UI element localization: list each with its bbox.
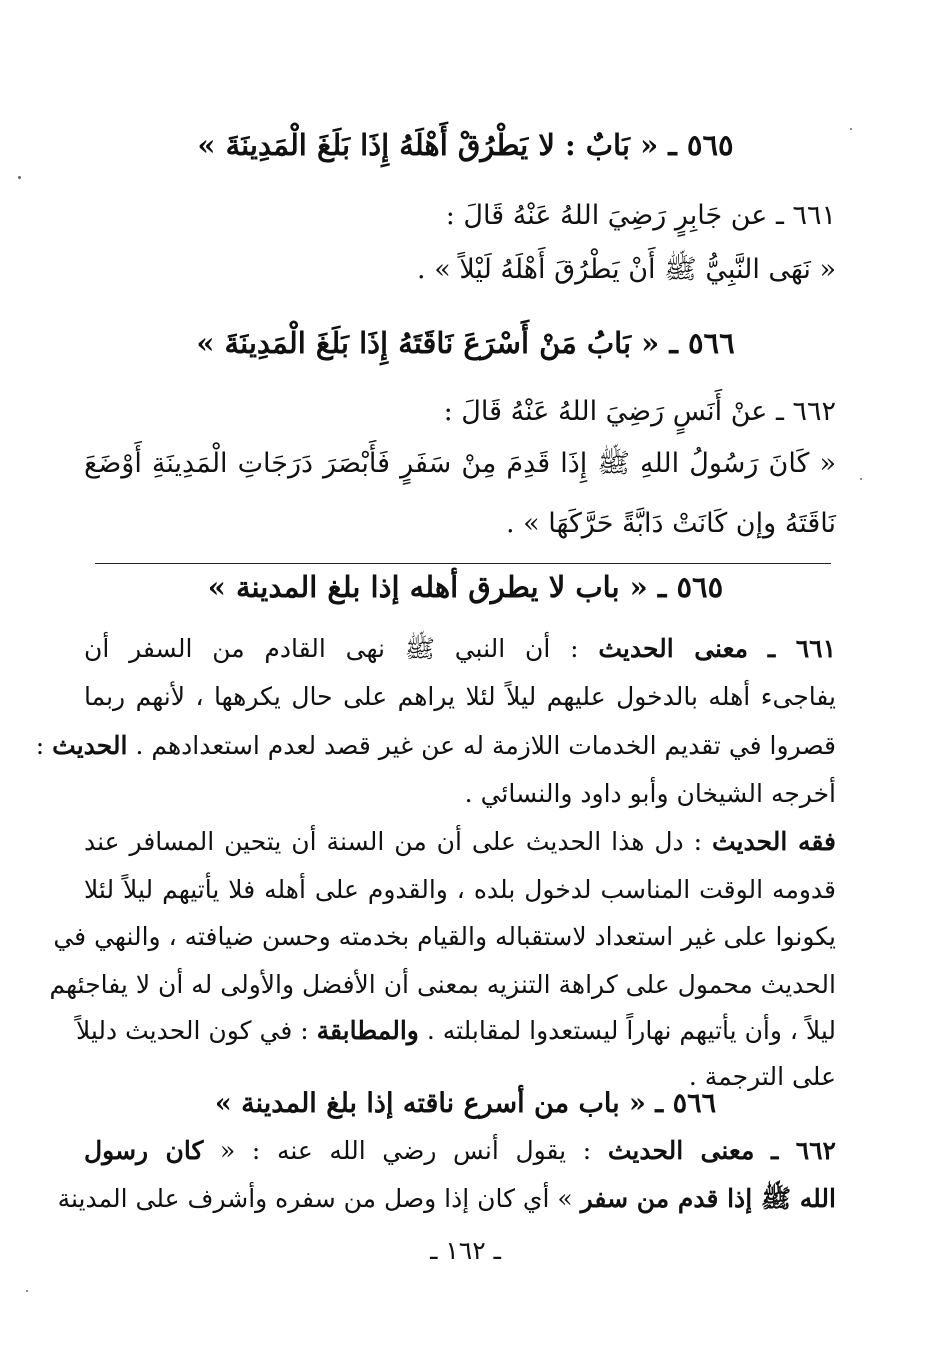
- commentary-661-line8: الحديث محمول على كراهة التنزيه بمعنى أن الأفضل والأولى له أن لا يفاجئهم: [49, 970, 836, 999]
- commentary-661-line1-text: : أن النبي ﷺ نهى القادم من السفر أن: [84, 634, 579, 663]
- commentary-662-line1-text: : يقول أنس رضي الله عنه : «: [219, 1136, 592, 1165]
- commentary-661-line5: [84, 827, 836, 857]
- commentary-heading-566: ٥٦٦ ـ « باب من أسرع ناقته إذا بلغ المدينة »: [214, 1088, 717, 1119]
- scan-speck: [26, 1290, 28, 1292]
- scan-speck: [18, 176, 21, 179]
- meaning-label: معنى الحديث: [598, 634, 749, 663]
- chapter-heading-566: ٥٦٦ ـ « بَابُ مَنْ أَسْرَعَ نَاقَتَهُ إِذَا بَلَغَ الْمَدِينَةَ »: [196, 326, 735, 360]
- hadith-662-text-line2: نَاقَتَهُ وإن كَانَتْ دَابَّةً حَرَّكَهَا » .: [506, 508, 836, 539]
- commentary-662-quote-start: كان رسول: [84, 1136, 204, 1165]
- commentary-heading-565: ٥٦٥ ـ « باب لا يطرق أهله إذا بلغ المدينة »: [207, 570, 724, 604]
- hadith-662-intro: ٦٦٢ ـ عنْ أَنَسٍ رَضِيَ اللهُ عَنْهُ قَالَ :: [443, 396, 836, 427]
- commentary-661-line2: يفاجىء أهله بالدخول عليهم ليلاً لئلا يراهم على حال يكرهها ، لأنهم ربما: [84, 682, 836, 711]
- commentary-661-line3-text: قصروا في تقديم الخدمات اللازمة له عن غير قصد لعدم استعدادهم .: [135, 731, 836, 760]
- commentary-662-number: ٦٦٢ ـ: [770, 1136, 836, 1165]
- hadith-661-intro: ٦٦١ ـ عن جَابِرٍ رَضِيَ اللهُ عَنْهُ قَالَ :: [445, 200, 836, 231]
- commentary-662-line2-text: » أي كان إذا وصل من سفره وأشرف على المدينة: [57, 1184, 573, 1213]
- hadith-661-text: « نَهَى النَّبِيُّ ﷺ أَنْ يَطْرُقَ أَهْلَهُ لَيْلاً » .: [417, 254, 836, 285]
- commentary-661-number: ٦٦١ ـ: [767, 634, 837, 663]
- commentary-662-quote-end: الله ﷺ إذا قدم من سفر: [580, 1184, 836, 1213]
- commentary-661-line9: [75, 1016, 836, 1046]
- commentary-661-line9-text: ليلاً ، وأن يأتيهم نهاراً ليستعدوا لمقابلته .: [426, 1016, 836, 1045]
- commentary-662-line2: [57, 1184, 836, 1214]
- commentary-662-line1: [84, 1136, 836, 1166]
- chapter-heading-565: ٥٦٥ ـ « بَابٌ : لا يَطْرُقْ أَهْلَهُ إِذَا بَلَغَ الْمَدِينَةَ »: [197, 128, 734, 162]
- colon: :: [35, 731, 45, 760]
- fiqh-label: فقه الحديث: [711, 827, 836, 856]
- commentary-661-line5-text: : دل هذا الحديث على أن من السنة أن يتحين المسافر عند: [84, 827, 703, 856]
- separator-rule: [95, 563, 831, 564]
- commentary-661-line4: أخرجه الشيخان وأبو داود والنسائي .: [464, 779, 836, 808]
- mutabaqa-label: والمطابقة: [316, 1016, 419, 1045]
- page-number: ـ ١٦٢ ـ: [430, 1236, 501, 1265]
- hadith-662-text-line1: « كَانَ رَسُولُ اللهِ ﷺ إِذَا قَدِمَ مِنْ سَفَرٍ فَأَبْصَرَ دَرَجَاتِ الْمَدِينَةِ أَوْضَعَ: [84, 448, 836, 479]
- commentary-661-line7: يكونوا على غير استعداد لاستقباله والقيام بخدمته وحسن ضيافته ، والنهي في: [53, 922, 836, 951]
- commentary-661-line1: [84, 634, 836, 664]
- commentary-661-line3: [35, 731, 836, 761]
- commentary-661-line6: قدومه الوقت المناسب لدخول بلده ، والقدوم على أهله فلا يأتيهم ليلاً لئلا: [84, 875, 836, 904]
- commentary-661-line10: على الترجمة .: [688, 1062, 836, 1091]
- meaning-label: معنى الحديث: [607, 1136, 755, 1165]
- scan-speck: [850, 128, 852, 130]
- hadith-label: الحديث: [52, 731, 128, 760]
- commentary-661-line9-rest: : في كون الحديث دليلاً: [75, 1016, 309, 1045]
- scan-speck: [860, 478, 862, 480]
